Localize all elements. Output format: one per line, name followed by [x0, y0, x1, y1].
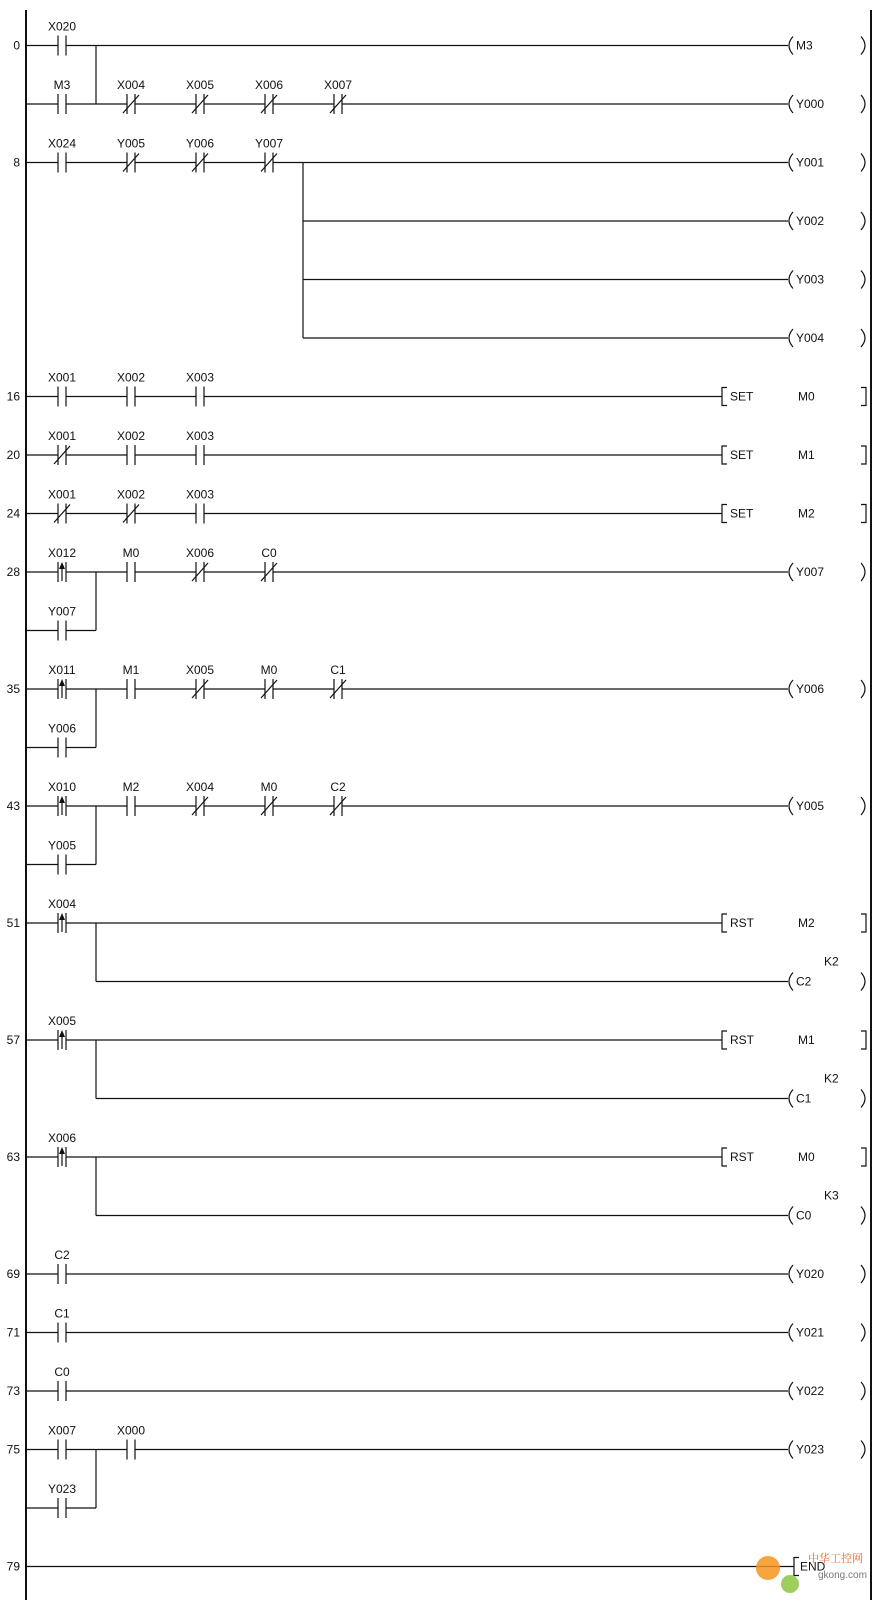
- coil-label: Y001: [796, 155, 825, 170]
- contact-label: X006: [185, 546, 215, 560]
- step-number: 43: [6, 799, 20, 813]
- contact-label: Y006: [185, 136, 215, 151]
- instr-left-bracket: [722, 388, 727, 406]
- contact-label: X002: [116, 370, 146, 385]
- step-number: 75: [6, 1442, 20, 1457]
- contact-x012: [48, 546, 76, 582]
- contact-label: X007: [47, 1423, 77, 1438]
- contact-label: X003: [185, 429, 215, 443]
- contact-label: C1: [54, 1306, 70, 1321]
- contact-label: X003: [185, 487, 215, 502]
- contact-c1: [330, 663, 346, 699]
- contact-label: X001: [47, 487, 77, 502]
- instr-right-bracket: [861, 1031, 866, 1049]
- contact-label: X004: [47, 897, 77, 911]
- contact-label: C0: [54, 1365, 70, 1379]
- instr-right-bracket: [861, 1148, 866, 1166]
- contact-label: M1: [122, 663, 140, 677]
- contact-label: X006: [47, 1131, 77, 1145]
- contact-m0: [123, 546, 140, 582]
- instr-left-bracket: [722, 914, 727, 932]
- output-coil: [789, 1072, 865, 1108]
- contact-label: X020: [47, 19, 77, 34]
- contact-label: X005: [185, 78, 215, 92]
- contact-y007: [48, 605, 76, 641]
- contact-x004: [48, 897, 76, 933]
- contact-x003: [186, 488, 214, 524]
- coil-right-paren: [861, 1441, 865, 1459]
- output-instruction: [722, 914, 866, 932]
- coil-right-paren: [861, 1265, 865, 1283]
- instr-operand: M1: [798, 448, 815, 462]
- contact-pulse-arrow: [59, 796, 65, 803]
- coil-label: C0: [796, 1208, 812, 1223]
- contact-label: M0: [122, 546, 140, 560]
- contact-label: C0: [261, 546, 277, 560]
- contact-label: C2: [54, 1248, 70, 1262]
- contact-x005: [186, 663, 214, 699]
- instr-operand: M1: [798, 1033, 815, 1047]
- contact-x010: [48, 780, 76, 816]
- coil-right-paren: [861, 1207, 865, 1225]
- step-number: 69: [6, 1267, 20, 1281]
- contact-x011: [48, 663, 75, 699]
- contact-x004: [117, 78, 145, 114]
- output-coil: [789, 95, 865, 113]
- contact-x005: [186, 78, 214, 114]
- instr-opcode: RST: [730, 1150, 754, 1164]
- coil-right-paren: [861, 1382, 865, 1400]
- contact-y023: [48, 1482, 76, 1518]
- contact-c0: [54, 1365, 70, 1401]
- coil-label: Y023: [796, 1442, 825, 1457]
- contact-label: Y005: [47, 838, 77, 853]
- contact-label: Y007: [47, 604, 77, 619]
- coil-constant: K2: [824, 1071, 839, 1086]
- coil-left-paren: [789, 37, 793, 55]
- contact-y007: [255, 137, 283, 173]
- coil-right-paren: [861, 212, 865, 230]
- contact-c1: [54, 1307, 70, 1343]
- output-coil: [789, 37, 865, 55]
- step-number: 20: [6, 448, 20, 462]
- contact-pulse-arrow: [59, 913, 65, 920]
- contact-label: C1: [330, 663, 346, 677]
- coil-right-paren: [861, 1090, 865, 1108]
- coil-right-paren: [861, 1324, 865, 1342]
- instr-right-bracket: [861, 914, 866, 932]
- contact-x001: [48, 429, 76, 465]
- contact-label: Y023: [47, 1482, 77, 1496]
- step-number: 51: [6, 916, 20, 930]
- contact-x020: [48, 20, 76, 56]
- instr-left-bracket: [722, 1148, 727, 1166]
- coil-left-paren: [789, 1324, 793, 1342]
- contact-label: X003: [185, 370, 215, 385]
- output-coil: [789, 797, 865, 815]
- step-number: 24: [6, 506, 20, 521]
- contact-label: X024: [47, 136, 77, 151]
- contact-m3: [54, 78, 71, 114]
- coil-right-paren: [861, 271, 865, 289]
- coil-right-paren: [861, 37, 865, 55]
- contact-x002: [117, 488, 145, 524]
- instr-operand: M2: [798, 506, 815, 521]
- contact-x002: [117, 371, 145, 407]
- watermark-text-url: gkong.com: [818, 1570, 867, 1581]
- instr-opcode: SET: [730, 506, 754, 521]
- contact-x007: [48, 1424, 76, 1460]
- contact-y005: [117, 137, 145, 173]
- step-number: 63: [6, 1150, 20, 1164]
- contact-c2: [54, 1248, 70, 1284]
- contact-label: X011: [48, 663, 76, 677]
- contact-x005: [48, 1014, 76, 1050]
- coil-right-paren: [861, 680, 865, 698]
- contact-x024: [48, 137, 76, 173]
- coil-label: C2: [796, 974, 812, 989]
- contact-label: Y005: [116, 136, 146, 151]
- end-label: END: [800, 1559, 826, 1574]
- watermark-gear-orange: [756, 1556, 780, 1580]
- contact-x003: [186, 371, 214, 407]
- output-coil: [789, 955, 865, 991]
- coil-label: Y020: [796, 1267, 825, 1281]
- coil-left-paren: [789, 1441, 793, 1459]
- coil-label: M3: [796, 38, 813, 53]
- output-coil: [789, 680, 865, 698]
- coil-left-paren: [789, 563, 793, 581]
- contact-label: M3: [53, 78, 71, 92]
- contact-m1: [123, 663, 140, 699]
- contact-y006: [48, 722, 76, 758]
- step-number: 57: [6, 1033, 20, 1047]
- coil-left-paren: [789, 271, 793, 289]
- output-instruction: [722, 1148, 866, 1166]
- contact-x001: [48, 371, 76, 407]
- contact-label: X000: [116, 1423, 146, 1438]
- contact-label: X002: [116, 429, 146, 443]
- coil-left-paren: [789, 329, 793, 347]
- output-instruction: [722, 505, 866, 523]
- contact-x006: [255, 78, 283, 114]
- contact-label: X005: [185, 663, 215, 677]
- watermark-gear-green: [781, 1575, 799, 1593]
- instr-right-bracket: [861, 505, 866, 523]
- coil-label: Y022: [796, 1384, 825, 1398]
- step-number: 71: [6, 1325, 20, 1340]
- instr-right-bracket: [861, 388, 866, 406]
- coil-left-paren: [789, 1265, 793, 1283]
- contact-x006: [186, 546, 214, 582]
- instr-opcode: RST: [730, 1033, 754, 1047]
- output-coil: [789, 154, 865, 172]
- step-number: 28: [6, 565, 20, 579]
- contact-x001: [48, 488, 76, 524]
- output-instruction: [722, 446, 866, 464]
- contact-x002: [117, 429, 145, 465]
- coil-left-paren: [789, 1382, 793, 1400]
- instr-opcode: RST: [730, 916, 754, 930]
- contact-m0: [261, 663, 278, 699]
- coil-left-paren: [789, 154, 793, 172]
- instr-operand: M0: [798, 389, 815, 404]
- contact-y006: [186, 137, 214, 173]
- contact-x006: [48, 1131, 76, 1167]
- contact-m0: [261, 780, 278, 816]
- contact-label: X001: [47, 429, 77, 443]
- coil-right-paren: [861, 563, 865, 581]
- contact-x000: [117, 1424, 145, 1460]
- contact-x007: [324, 78, 352, 114]
- contact-c0: [261, 546, 277, 582]
- coil-label: Y021: [796, 1325, 825, 1340]
- coil-right-paren: [861, 973, 865, 991]
- step-number: 73: [6, 1384, 20, 1398]
- contact-label: X006: [254, 78, 284, 92]
- coil-label: Y007: [796, 565, 825, 579]
- instr-operand: M2: [798, 916, 815, 930]
- contact-label: M0: [260, 663, 278, 677]
- contact-y005: [48, 839, 76, 875]
- output-coil: [789, 271, 865, 289]
- output-coil: [789, 1441, 865, 1459]
- output-coil: [789, 1324, 865, 1342]
- coil-left-paren: [789, 797, 793, 815]
- contact-c2: [330, 780, 346, 816]
- coil-label: Y002: [796, 214, 825, 228]
- end-left-bracket: [794, 1558, 799, 1576]
- contact-label: X004: [116, 78, 146, 92]
- contact-label: X005: [47, 1014, 77, 1028]
- coil-right-paren: [861, 797, 865, 815]
- contact-x003: [186, 429, 214, 465]
- coil-right-paren: [861, 329, 865, 347]
- contact-label: M0: [260, 780, 278, 794]
- coil-constant: K2: [824, 954, 839, 969]
- coil-label: Y003: [796, 272, 825, 287]
- output-coil: [789, 329, 865, 347]
- coil-constant: K3: [824, 1188, 839, 1203]
- contact-label: M2: [122, 780, 140, 794]
- coil-label: Y000: [796, 97, 825, 111]
- coil-right-paren: [861, 154, 865, 172]
- output-coil: [789, 563, 865, 581]
- step-number: 79: [6, 1559, 20, 1574]
- output-instruction: [722, 1031, 866, 1049]
- coil-left-paren: [789, 95, 793, 113]
- contact-pulse-arrow: [59, 679, 65, 686]
- contact-label: C2: [330, 780, 346, 794]
- instr-left-bracket: [722, 1031, 727, 1049]
- instr-operand: M0: [798, 1150, 815, 1164]
- coil-right-paren: [861, 95, 865, 113]
- coil-left-paren: [789, 1207, 793, 1225]
- coil-label: C1: [796, 1091, 812, 1106]
- instr-left-bracket: [722, 505, 727, 523]
- output-instruction: [722, 388, 866, 406]
- contact-label: X010: [47, 780, 77, 794]
- contact-pulse-arrow: [59, 1147, 65, 1154]
- output-coil: [789, 212, 865, 230]
- instr-right-bracket: [861, 446, 866, 464]
- step-number: 8: [13, 155, 20, 170]
- instr-left-bracket: [722, 446, 727, 464]
- contact-label: X004: [185, 780, 215, 794]
- contact-x004: [186, 780, 214, 816]
- coil-left-paren: [789, 1090, 793, 1108]
- coil-label: Y004: [796, 331, 825, 345]
- step-number: 35: [6, 682, 20, 696]
- rungs-group: [7, 20, 866, 1576]
- contact-pulse-arrow: [59, 1030, 65, 1037]
- contact-m2: [123, 780, 140, 816]
- coil-left-paren: [789, 973, 793, 991]
- contact-label: Y007: [254, 136, 284, 151]
- contact-label: Y006: [47, 721, 77, 736]
- output-coil: [789, 1189, 865, 1225]
- coil-label: Y005: [796, 799, 825, 813]
- contact-pulse-arrow: [59, 562, 65, 569]
- output-coil: [789, 1382, 865, 1400]
- coil-label: Y006: [796, 682, 825, 696]
- step-number: 16: [6, 389, 20, 404]
- instr-opcode: SET: [730, 389, 754, 404]
- coil-left-paren: [789, 212, 793, 230]
- contact-label: X002: [116, 487, 146, 502]
- output-coil: [789, 1265, 865, 1283]
- watermark-text-cn: 中华工控网: [808, 1553, 863, 1565]
- contact-label: X012: [47, 546, 77, 560]
- coil-left-paren: [789, 680, 793, 698]
- step-number: 0: [13, 38, 20, 53]
- contact-label: X007: [323, 78, 353, 92]
- instr-opcode: SET: [730, 448, 754, 462]
- contact-label: X001: [47, 370, 77, 385]
